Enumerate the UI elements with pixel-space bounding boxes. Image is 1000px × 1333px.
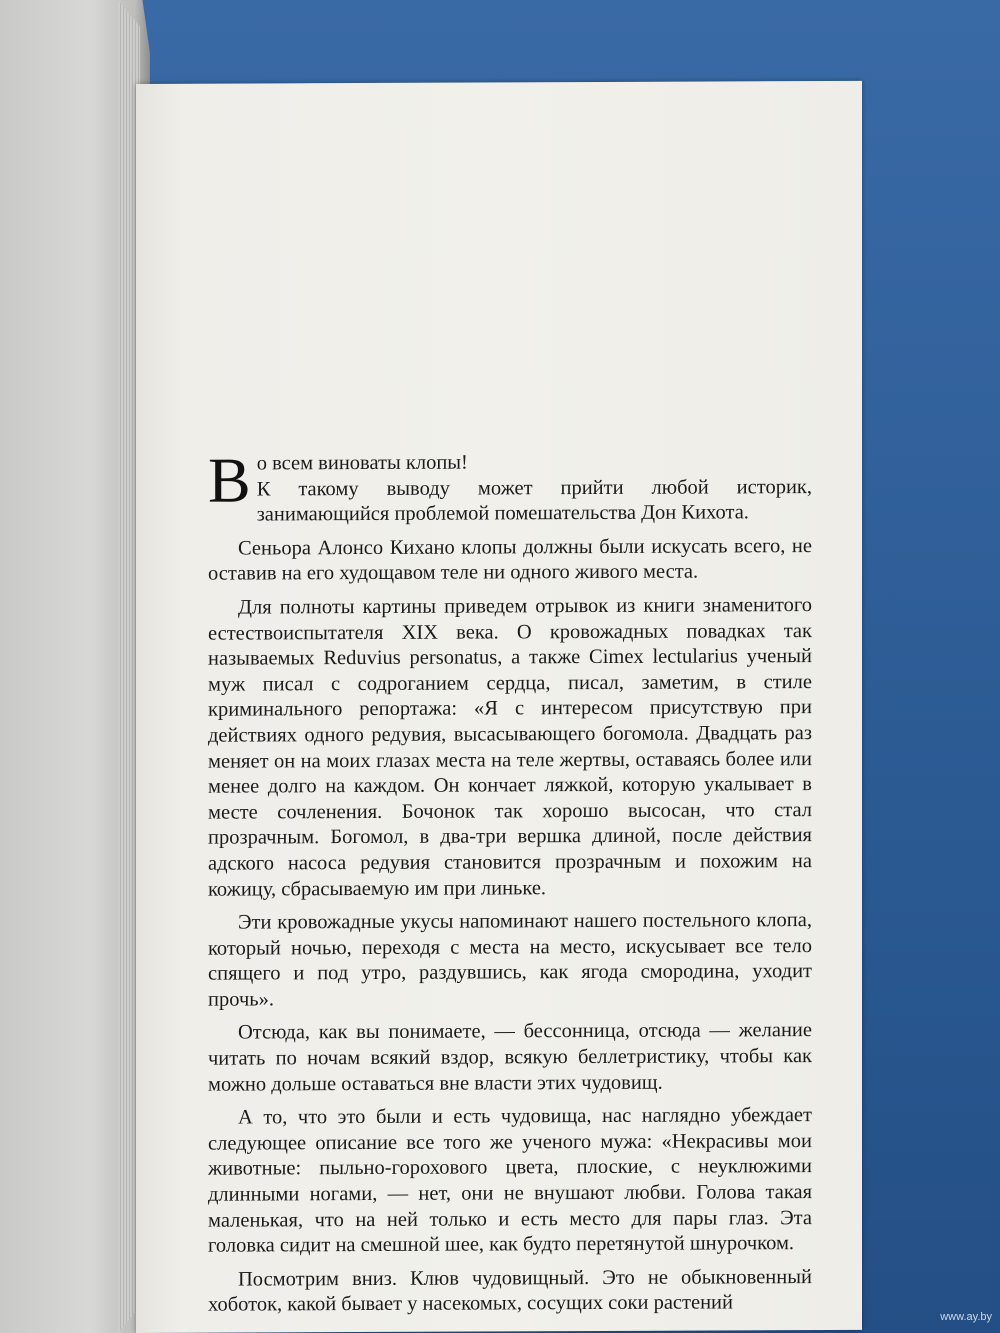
paragraph-4: Эти кровожадные укусы напоминают нашего постельного клопа, который ночью, переходя с места на место, искусывает все тело спящего и под утро, раздувшись, как ягода смородина, уходит прочь». [208, 909, 812, 1011]
paragraph-7: Посмотрим вниз. Клюв чудовищный. Это не обыкновенный хоботок, какой бывает у насекомых, сосущих соки растений [208, 1265, 812, 1317]
page-text [208, 444, 812, 1327]
paragraph-3: Для полноты картины приведем отрывок из книги знаменитого естествоиспытателя XIX века. О кровожадных повадках так называемых Reduvius personatus, а также Cimex lectularius ученый муж писал с содроганием сердца, писал, заметим, в стиле криминального репортажа: «Я с интересом присутствую при действиях одного редувия, высасывающего богомола. Двадцать раз меняет он на моих глазах места на теле жертвы, оставаясь более или менее долго на каждом. Он кончает ляжкой, которую укалывает в месте сочленения. Бочонок так хорошо высосан, что стал прозрачным. Богомол, в два-три вершка длиной, после действия адского насоса редувия становится прозрачным и похожим на кожицу, сбрасываемую им при линьке. [208, 594, 812, 901]
paragraph-6: А то, что это были и есть чудовища, нас наглядно убеждает следующее описание все того же ученого мужа: «Некрасивы мои животные: пыльно-горохового цвета, плоские, с неуклюжими длинными ногами, — нет, они не внушают любви. Голова такая маленькая, что на ней только и есть место для пары глаз. Эта головка сидит на смешной шее, как будто перетянутой шнурочком. [208, 1104, 812, 1257]
paragraph-1: К такому выводу может прийти любой историк, занимающийся проблемой помешательства Дон Кихота. [256, 475, 812, 526]
paragraph-2: Сеньора Алонсо Кихано клопы должны были искусать всего, не оставив на его худощавом теле ни одного живого места. [208, 534, 812, 586]
drop-cap: В [208, 444, 251, 516]
paragraph-5: Отсюда, как вы понимаете, — бессонница, отсюда — желание читать по ночам всякий вздор, всякую беллетристику, чтобы как можно дольше оставаться вне власти этих чудовищ. [208, 1019, 812, 1096]
opening-paragraph [208, 444, 812, 528]
watermark: www.ay.by [940, 1311, 992, 1323]
book-page [136, 81, 862, 1333]
opening-line: о всем виноваты клопы! [256, 451, 468, 475]
